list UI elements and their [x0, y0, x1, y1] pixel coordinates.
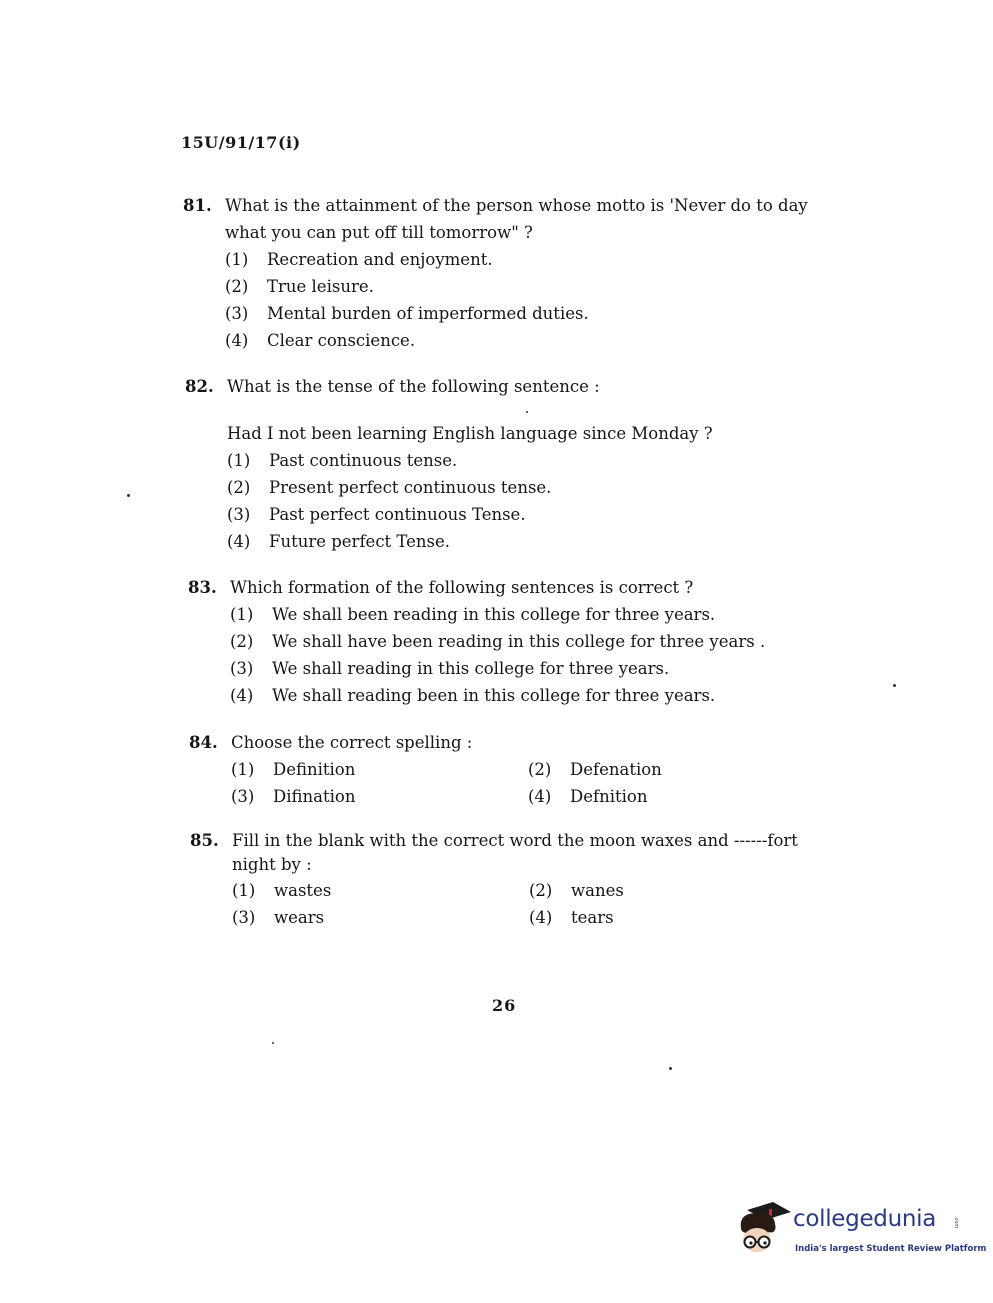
option-text: wears	[274, 908, 325, 927]
option	[529, 877, 829, 904]
option-text: We shall been reading in this college for three years.	[272, 605, 716, 624]
option-text: tears	[571, 908, 614, 927]
question-text: Choose the correct spelling :	[231, 733, 473, 752]
option	[230, 628, 765, 655]
option	[227, 501, 713, 528]
options-grid	[189, 756, 828, 810]
option-number: (4)	[225, 331, 249, 350]
scan-speck	[893, 684, 896, 687]
option-number: (1)	[230, 605, 254, 624]
question-text: Fill in the blank with the correct word the moon waxes and ------fort	[232, 831, 798, 850]
option	[230, 601, 765, 628]
question-81	[183, 192, 808, 354]
question-85	[190, 829, 829, 931]
option-number: (4)	[230, 686, 254, 705]
scan-speck	[127, 494, 130, 497]
question-sentence: Had I not been learning English language since Monday ?	[227, 424, 713, 443]
question-number: 82.	[185, 377, 214, 396]
paper-code: 15U/91/17(i)	[181, 133, 301, 152]
option-number: (4)	[227, 532, 251, 551]
question-number: 85.	[190, 831, 219, 850]
option	[231, 756, 528, 783]
options-list	[185, 447, 713, 555]
page-number: 26	[492, 996, 517, 1015]
option-number: (1)	[232, 881, 256, 900]
option-text: wanes	[571, 881, 624, 900]
question-number: 84.	[189, 733, 218, 752]
options-list	[183, 246, 808, 354]
option-text: True leisure.	[267, 277, 374, 296]
mascot-icon	[735, 1198, 793, 1258]
logo-domain: .com	[953, 1216, 959, 1229]
collegedunia-logo[interactable]	[735, 1198, 987, 1260]
option	[230, 682, 765, 709]
option-text: We shall have been reading in this college for three years .	[272, 632, 766, 651]
option-number: (2)	[227, 478, 251, 497]
option-number: (3)	[231, 787, 255, 806]
option	[232, 904, 529, 931]
option-number: (4)	[529, 908, 553, 927]
option	[528, 756, 828, 783]
option-text: Clear conscience.	[267, 331, 416, 350]
options-grid	[190, 877, 829, 931]
question-text-continued: night by :	[232, 855, 312, 874]
option-text: Past perfect continuous Tense.	[269, 505, 526, 524]
option-text: Defnition	[570, 787, 648, 806]
option	[529, 904, 829, 931]
option-text: Defenation	[570, 760, 662, 779]
option	[225, 300, 808, 327]
option-number: (2)	[230, 632, 254, 651]
option-text: Mental burden of imperformed duties.	[267, 304, 589, 323]
option-text: Difination	[273, 787, 356, 806]
question-number: 83.	[188, 578, 217, 597]
option-number: (3)	[225, 304, 249, 323]
option-number: (1)	[231, 760, 255, 779]
option-text: Recreation and enjoyment.	[267, 250, 493, 269]
question-text: What is the tense of the following sentence :	[227, 377, 600, 396]
option-text: We shall reading been in this college for three years.	[272, 686, 716, 705]
option	[232, 877, 529, 904]
question-83	[188, 574, 765, 709]
option	[227, 474, 713, 501]
options-list	[188, 601, 765, 709]
option-number: (2)	[529, 881, 553, 900]
option	[227, 528, 713, 555]
option-text: wastes	[274, 881, 332, 900]
option-text: Present perfect continuous tense.	[269, 478, 552, 497]
logo-tagline: India's largest Student Review Platform	[795, 1244, 987, 1254]
option-number: (3)	[227, 505, 251, 524]
question-text: What is the attainment of the person whose motto is 'Never do to day	[225, 196, 808, 215]
option	[225, 273, 808, 300]
question-82	[185, 373, 713, 555]
logo-wordmark: collegedunia	[793, 1206, 937, 1232]
scan-speck	[669, 1067, 672, 1070]
option	[227, 447, 713, 474]
question-text: Which formation of the following sentences is correct ?	[230, 578, 694, 597]
question-text-continued: what you can put off till tomorrow" ?	[225, 223, 533, 242]
question-number: 81.	[183, 196, 212, 215]
option-text: We shall reading in this college for three years.	[272, 659, 670, 678]
option-number: (2)	[225, 277, 249, 296]
option-text: Past continuous tense.	[269, 451, 458, 470]
scan-speck	[526, 411, 528, 413]
option	[225, 327, 808, 354]
question-84	[189, 729, 828, 810]
option-number: (1)	[227, 451, 251, 470]
option-number: (3)	[230, 659, 254, 678]
scan-speck	[272, 1042, 274, 1044]
option-number: (1)	[225, 250, 249, 269]
option	[231, 783, 528, 810]
option	[528, 783, 828, 810]
option	[230, 655, 765, 682]
option	[225, 246, 808, 273]
option-text: Definition	[273, 760, 356, 779]
option-number: (2)	[528, 760, 552, 779]
option-number: (4)	[528, 787, 552, 806]
option-text: Future perfect Tense.	[269, 532, 451, 551]
option-number: (3)	[232, 908, 256, 927]
